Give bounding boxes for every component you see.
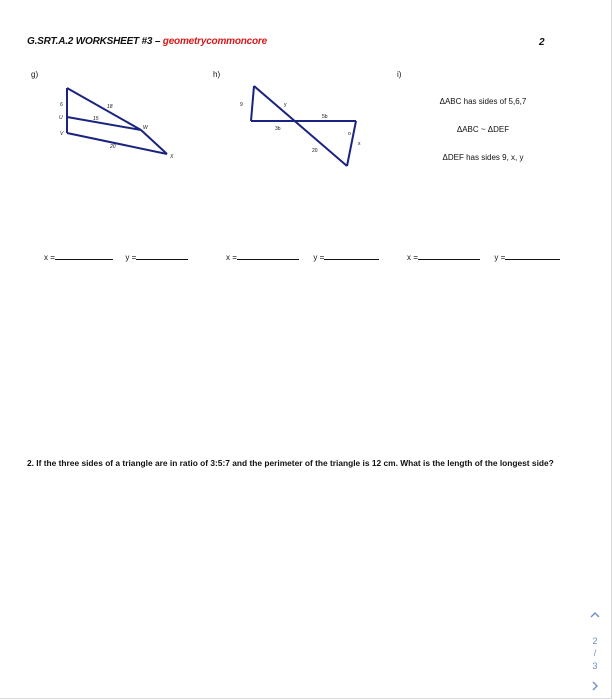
title-main: G.SRT.A.2 WORKSHEET #3 – — [27, 36, 163, 47]
h-label-left: 9 — [240, 102, 243, 108]
pager-separator: / — [593, 648, 597, 658]
i-line-3: ΔDEF has sides 9, x, y — [442, 153, 524, 162]
g-label-bottom: 20 — [110, 144, 116, 150]
figure-g-triangles — [55, 78, 185, 163]
pager-total: 3 — [592, 661, 598, 671]
i-y-label: y = — [494, 253, 506, 262]
answer-blanks-g — [44, 252, 188, 262]
i-line-1: ΔABC has sides of 5,6,7 — [439, 97, 527, 106]
g-label-mid-side-2: 15 — [93, 116, 99, 122]
figure-h-triangles — [240, 78, 365, 170]
h-label-y: y — [284, 102, 287, 108]
question-2: 2. If the three sides of a triangle are in ratio of 3:5:7 and the perimeter of the triangle is 12 cm. What is the length of the longest side? — [27, 458, 554, 468]
problem-label-i: i) — [397, 70, 402, 79]
worksheet-title — [27, 36, 267, 47]
h-label-top-right: 5b — [322, 114, 328, 120]
g-x-label: x = — [44, 253, 55, 262]
i-x-label: x = — [407, 253, 418, 262]
h-label-mid: 3b — [275, 126, 281, 132]
h-y-label: y = — [313, 253, 325, 262]
answer-blanks-i — [407, 252, 560, 262]
g-x-answer-line[interactable] — [55, 252, 113, 260]
h-label-bottom: 20 — [312, 148, 318, 154]
i-x-answer-line[interactable] — [418, 252, 480, 260]
g-label-u: U — [59, 115, 63, 121]
title-site: geometrycommoncore — [162, 36, 267, 47]
g-label-w: W — [143, 125, 148, 131]
g-label-top-side: 6 — [60, 102, 63, 108]
g-label-mid-side-1: 18 — [107, 104, 113, 110]
h-y-answer-line[interactable] — [324, 252, 379, 260]
h-x-label: x = — [226, 253, 237, 262]
chevron-right-icon[interactable] — [588, 680, 602, 692]
problem-label-h: h) — [213, 70, 221, 79]
g-label-x: X — [170, 154, 174, 160]
figure-h-lines — [251, 86, 356, 166]
answer-blanks-h — [226, 252, 379, 262]
page-number: 2 — [539, 37, 545, 48]
problem-label-g: g) — [31, 70, 39, 79]
h-label-right-2: x — [358, 141, 361, 147]
h-x-answer-line[interactable] — [237, 252, 299, 260]
i-y-answer-line[interactable] — [505, 252, 560, 260]
i-line-2: ΔABC ~ ΔDEF — [456, 125, 510, 134]
g-y-answer-line[interactable] — [136, 252, 188, 260]
figure-g-lines — [67, 88, 167, 154]
h-label-right-1: o — [348, 131, 351, 137]
g-label-v: V — [60, 131, 64, 137]
g-y-label: y = — [125, 253, 137, 262]
chevron-up-icon[interactable] — [588, 610, 602, 620]
pager-current: 2 — [592, 636, 598, 646]
